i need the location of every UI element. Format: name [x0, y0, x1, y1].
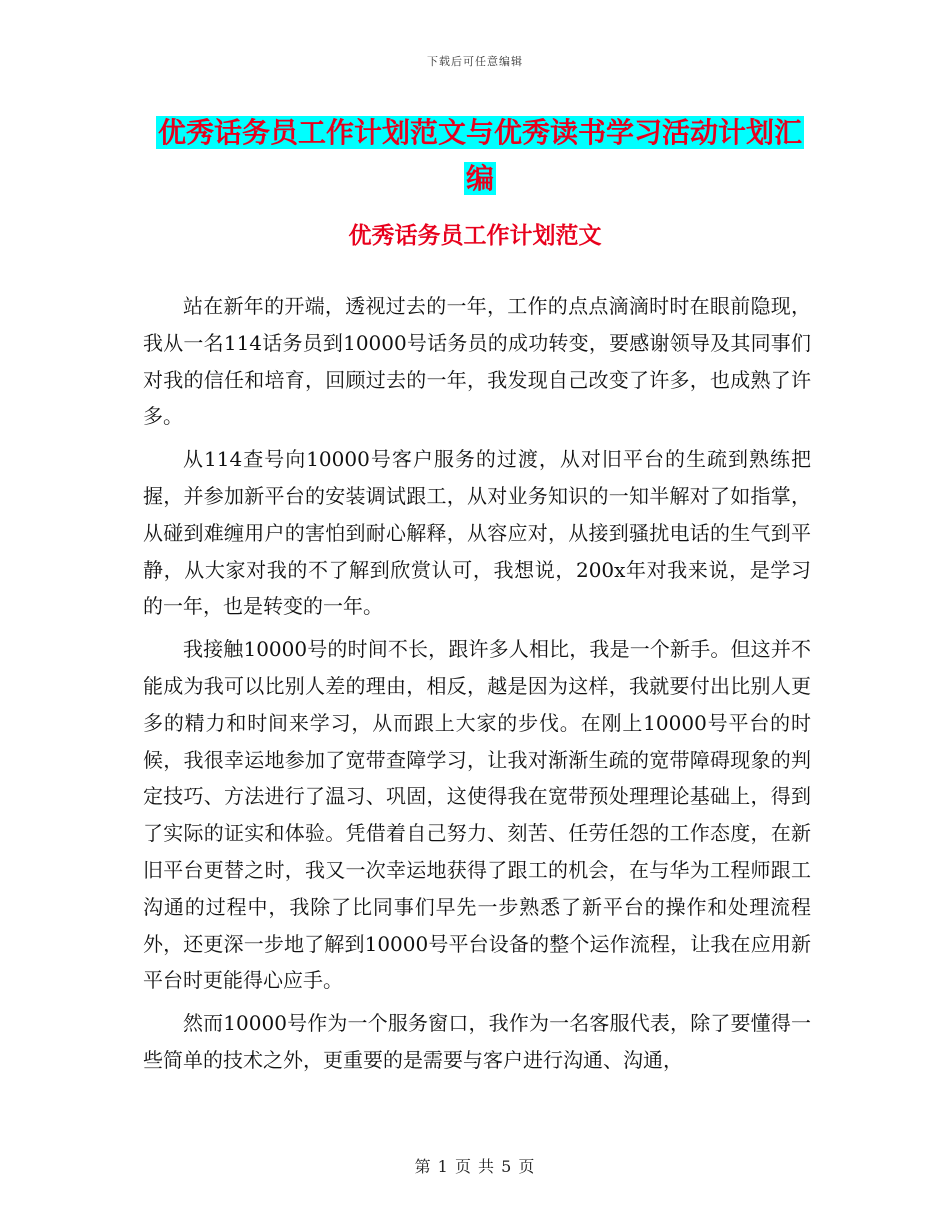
section-title: 优秀话务员工作计划范文 — [348, 222, 602, 249]
download-note: 下载后可任意编辑 — [427, 55, 523, 68]
paragraph: 从114查号向10000号客户服务的过渡，从对旧平台的生疏到熟练把握，并参加新平台的安装调试跟工，从对业务知识的一知半解对了如指掌，从碰到难缠用户的害怕到耐心解释，从容应对，从接到骚扰电话的生气到平静，从大家对我的不了解到欣赏认可，我想说，200x年对我来说，是学习的一年，也是转变的一年。 — [143, 447, 811, 619]
paragraph: 然而10000号作为一个服务窗口，我作为一名客服代表，除了要懂得一些简单的技术之外，更重要的是需要与客户进行沟通、沟通， — [143, 1011, 811, 1072]
document-title-text: 优秀话务员工作计划范文与优秀读书学习活动计划汇编 — [157, 116, 802, 195]
document-title — [150, 110, 810, 202]
document-body — [143, 288, 811, 1085]
paragraph: 我接触10000号的时间不长，跟许多人相比，我是一个新手。但这并不能成为我可以比别人差的理由，相反，越是因为这样，我就要付出比别人更多的精力和时间来学习，从而跟上大家的步伐。在刚上10000号平台的时候，我很幸运地参加了宽带查障学习，让我对渐渐生疏的宽带障碍现象的判定技巧、方法进行了温习、巩固，这使得我在宽带预处理理论基础上，得到了实际的证实和体验。凭借着自己努力、刻苦、任劳任怨的工作态度，在新旧平台更替之时，我又一次幸运地获得了跟工的机会，在与华为工程师跟工沟通的过程中，我除了比同事们早先一步熟悉了新平台的操作和处理流程外，还更深一步地了解到10000号平台设备的整个运作流程，让我在应用新平台时更能得心应手。 — [143, 637, 811, 993]
page-number: 第 1 页 共 5 页 — [414, 1157, 536, 1176]
paragraph: 站在新年的开端，透视过去的一年，工作的点点滴滴时时在眼前隐现，我从一名114话务员到10000号话务员的成功转变，要感谢领导及其同事们对我的信任和培育，回顾过去的一年，我发现自己改变了许多，也成熟了许多。 — [143, 294, 811, 429]
